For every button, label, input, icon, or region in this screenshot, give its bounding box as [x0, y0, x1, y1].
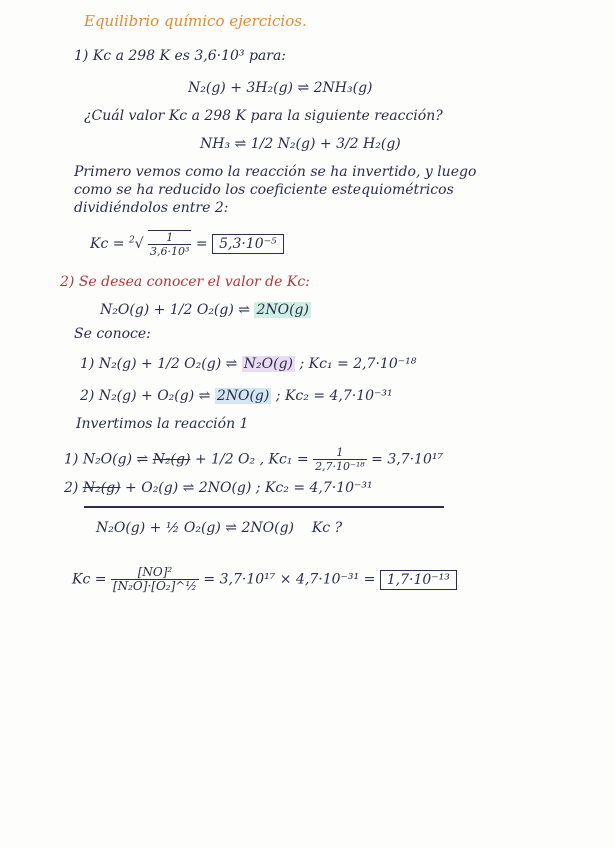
target-right: 2NO(g) [256, 302, 309, 318]
final-fraction [111, 566, 199, 593]
final-calculation [72, 566, 457, 593]
answer-1: 5,3·10⁻⁵ [212, 234, 284, 254]
root-fraction [148, 230, 191, 258]
inverted-1-fraction [313, 446, 367, 473]
kc-label: Kc = [90, 236, 125, 252]
final-product: = 3,7·10¹⁷ × 4,7·10⁻³¹ = [203, 571, 376, 588]
final-kc-label: Kc = [72, 571, 107, 588]
reaction-2-right: 2NO(g) [216, 388, 270, 404]
inverted-reaction-1 [64, 446, 443, 473]
inverted-1-k: , Kc₁ = [259, 451, 309, 468]
kc-result-1: Kc = $^2$√ $\frac{1}{\text{3,6·10³}}$ = 5,3·10⁻⁵ [90, 230, 284, 258]
target-left: N₂O(g) + 1/2 O₂(g) ⇌ [100, 302, 250, 318]
reaction-1-k: ; Kc₁ = 2,7·10⁻¹⁸ [299, 356, 417, 372]
sum-kc: Kc ? [311, 520, 343, 536]
explanation-line-3: dividiéndolos entre 2: [74, 200, 229, 216]
problem-1-question: ¿Cuál valor Kc a 298 K para la siguiente reacción? [84, 108, 443, 124]
problem-1-reaction: N₂(g) + 3H₂(g) ⇌ 2NH₃(g) [188, 80, 373, 96]
reaction-2-copy-num: 2) [64, 480, 79, 496]
problem-2-target [100, 302, 311, 318]
reaction-1 [80, 356, 416, 372]
final-num: [NO]² [111, 566, 199, 580]
explanation-line-2: como se ha reducido los coeficiente estequiométricos [74, 182, 454, 198]
cancelled-term-2: N₂(g) [82, 480, 121, 496]
explanation-line-1: Primero vemos como la reacción se ha invertido, y luego [74, 164, 477, 180]
inverted-1-value: = 3,7·10¹⁷ [371, 451, 444, 468]
root-index: 2 [128, 235, 135, 246]
invert-label: Invertimos la reacción 1 [76, 416, 249, 432]
fraction-denominator: 3,6·10³ [150, 245, 190, 258]
reaction-2 [80, 388, 393, 404]
reaction-2-left: 2) N₂(g) + O₂(g) ⇌ [80, 388, 211, 404]
reaction-1-left: 1) N₂(g) + 1/2 O₂(g) ⇌ [80, 356, 238, 372]
reaction-2-k: ; Kc₂ = 4,7·10⁻³¹ [275, 388, 393, 404]
problem-1-reaction-2: NH₃ ⇌ 1/2 N₂(g) + 3/2 H₂(g) [200, 136, 401, 152]
reaction-2-copy-k: ; Kc₂ = 4,7·10⁻³¹ [255, 480, 373, 496]
inverted-1-right: + 1/2 O₂ [194, 451, 256, 468]
reaction-2-copy [64, 480, 373, 496]
reaction-1-right: N₂O(g) [243, 356, 294, 372]
inverted-1-left: 1) N₂O(g) ⇌ [64, 451, 149, 468]
sum-reaction [96, 520, 342, 536]
final-answer: 1,7·10⁻¹³ [380, 570, 457, 590]
sum-equation: N₂O(g) + ½ O₂(g) ⇌ 2NO(g) [96, 520, 295, 536]
known-label: Se conoce: [74, 326, 151, 342]
cancelled-term: N₂(g) [152, 451, 191, 468]
problem-1-heading: 1) Kc a 298 K es 3,6·10³ para: [74, 48, 287, 64]
problem-2-heading: 2) Se desea conocer el valor de Kc: [60, 274, 310, 290]
final-den: [N₂O]·[O₂]^½ [112, 579, 197, 593]
fraction-numerator: 1 [148, 231, 191, 245]
page-title: Equilibrio químico ejercicios. [84, 12, 307, 30]
inverted-1-num: 1 [313, 446, 367, 460]
sqrt-icon: √ [134, 236, 144, 252]
reaction-2-copy-right: + O₂(g) ⇌ 2NO(g) [125, 480, 252, 496]
sum-divider [84, 506, 444, 508]
inverted-1-den: 2,7·10⁻¹⁸ [315, 460, 365, 473]
